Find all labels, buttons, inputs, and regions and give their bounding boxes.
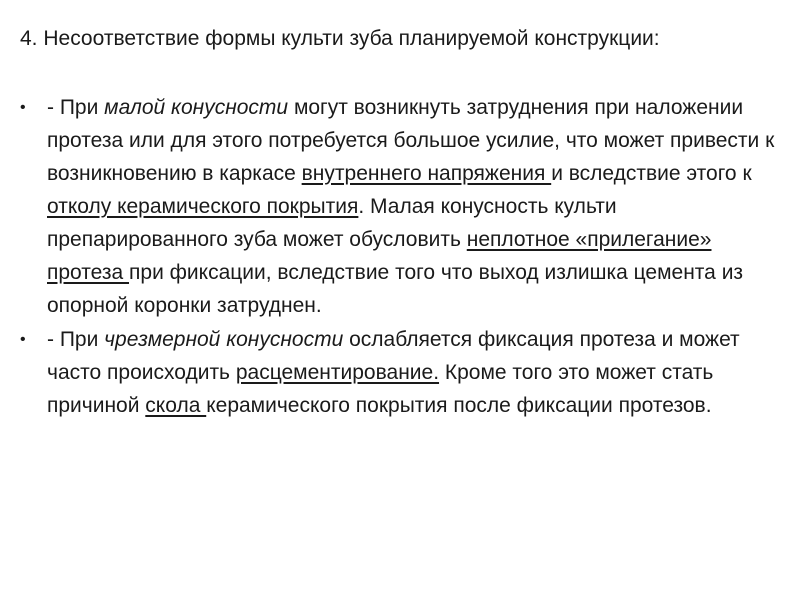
- italic-term: чрезмерной конусности: [104, 328, 344, 351]
- underlined-term: расцементирование.: [235, 361, 440, 384]
- underlined-term: внутреннего напряжения: [301, 162, 552, 185]
- text-run: при фиксации, вследствие того что выход излишка цемента из опорной коронки затруднен.: [47, 261, 744, 317]
- italic-term: малой конусности: [104, 96, 289, 119]
- text-run: - При: [47, 96, 105, 119]
- text-run: ослабляется фиксация протеза и может часто происходить: [47, 328, 740, 384]
- text-run: могут возникнуть затруднения при наложении протеза или для этого потребуется большое усилие, что может привести к возникновению в каркасе: [47, 96, 775, 185]
- text-run: Кроме того это может стать причиной: [47, 361, 714, 417]
- underlined-term: отколу керамического покрытия: [47, 195, 359, 218]
- text-run: - При: [47, 328, 105, 351]
- text-run: керамического покрытия после фиксации протезов.: [206, 394, 712, 417]
- text-run: и вследствие этого к: [551, 162, 752, 185]
- bullet-item-small-taper: [20, 91, 780, 322]
- text-run: . Малая конусность культи препарированного зуба может обусловить: [47, 195, 617, 251]
- bullet-item-excessive-taper: [20, 323, 780, 422]
- bullet-marker: •: [20, 99, 26, 116]
- underlined-term: неплотное «прилегание» протеза: [47, 228, 712, 284]
- bullet-marker: •: [20, 331, 26, 348]
- slide-heading: 4. Несоответствие формы культи зуба планируемой конструкции:: [20, 27, 660, 50]
- bullet-list: [20, 91, 780, 422]
- underlined-term: скола: [145, 394, 207, 417]
